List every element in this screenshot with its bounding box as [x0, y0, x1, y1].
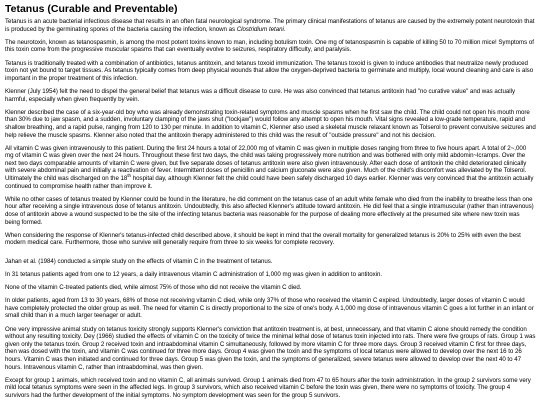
dosing-text-a: All vitamin C was given intravenously to this patient. During the first 24 hours a total of 22,000 mg of vitamin C was given in multiple doses ranging from three to five hours apart. A total of 2~,000 mg of vitamin C was given over the next 24 hours. Throughout these first two days, the child was taking progressively more nutrition and was bothered with only mild abdomin~lcramps. Over the next two days comparable amounts of vitamin C were given, but five separate doses of tetanus antitoxin were also given intravenously. After each dose of antitoxin the child deteriorated clinically with severe abdominal pain and initially a reactivation of fever. Intermittent doses of penicillin and calcium gluconate were also given. Much of the child's discomfort was alleviated by the Tolserol. Ultimately the child was discharged on the 18: [5, 144, 527, 183]
paragraph-none-died: None of the vitamin C-treated patients died, while almost 75% of those who did not receive the vitamin C died.: [5, 283, 302, 291]
paragraph-young-patients: In 31 tetanus patients aged from one to 12 years, a daily intravenous vitamin C administration of 1,000 mg was given in addition to antitoxin.: [5, 270, 383, 278]
paragraph-klenner-belief: Klenner (July 1954) felt the need to dispel the general belief that tetanus was a difficult disease to cure. He was also convinced that tetanus antitoxin had "no curative value" and was actually harmful, especially when given frequently by vein.: [5, 87, 516, 103]
paragraph-animal-study: One very impressive animal study on tetanus toxicity strongly supports Klenner's conviction that antitoxin treatment is, at best, unnecessary, and that vitamin C alone should remedy the condition without any resulting toxicity. Dey (1966) studied the effects of vitamin C on the toxicity of twice the minimal lethal dose of tetanus toxin injected into rats. There were five groups of rats. Group 1 was given only the tetanus toxin. Group 2 received toxin and intraabdominal vitamin C simultaneously, followed by more vitamin C for three more days. Group 3 received vitamin C first for three days, then was dosed with the toxin, and vitamin C was continued for three more days. Group 4 was given the toxin and the symptoms of local tetanus were allowed to develop over the next 16 to 26 hours. Vitamin C was then initiated and continued for three days. Group 5 was given the toxin, and the symptoms of generalized, severe tetanus were allowed to develop over the next 40 to 47 hours. Intravenous vitamin C, rather than intraabdominal, was then given.: [5, 325, 536, 371]
paragraph-treatment: Tetanus is traditionally treated with a combination of antibiotics, tetanus antitoxin, and tetanus toxoid immunization. The tetanus toxoid is given to induce antibodies that neutralize newly produced toxin not yet bound to target tissues. As tetanus typically comes from deep physical wounds that allow the oxygen-deprived bacteria to germinate and multiply, local wound cleaning and care is also important in the proper treatment of this infection.: [5, 59, 534, 82]
species-name: Clostridium tetani: [236, 25, 284, 33]
paragraph-neurotoxin: The neurotoxin, known as tetanospasmin, is among the most potent toxins known to man, including botulism toxin. One mg of tetanospasmin is capable of killing 50 to 70 million mice! Symptoms of this toxin come from the progressive muscular spasms that can eventually evolve to seizures, respiratory difficulty, and paralysis.: [5, 38, 534, 54]
document-title: Tetanus (Curable and Preventable): [5, 3, 178, 15]
dosing-text-b: hospital day, although Klenner felt the child could have been safely discharged 10 days earlier. Klenner was very convinced that the antitoxin actually continued to compromise health rather than improve it.: [5, 175, 534, 190]
ordinal-suffix: th: [127, 173, 132, 179]
paragraph-intro: Tetanus is an acute bacterial infectious disease that results in an often fatal neurological syndrome. The primary clinical manifestations of tetanus are caused by the extremely potent neurotoxin that is produced by the germinating spores of the bacteria causing the infection, known as Clostridium tetani.: [5, 18, 535, 33]
paragraph-adult-case: While no other cases of tetanus treated by Klenner could be found in the literature, he did comment on the tetanus case of an adult white female who died from the inability to breathe less than one hour after receiving a single intravenous dose of tetanus antitoxin. Undoubtedly, this also affected Klenner's attitude toward antitoxin. He did feel that a single intramuscular (rather than intravenous) dose of antitoxin above a wound suspected to be the site of the infecting tetanus bacteria was reasonable for the purpose of dealing more effectively at the presumed site where new toxin was being formed.: [5, 195, 534, 226]
paragraph-results: Except for group 1 animals, which received toxin and no vitamin C, all animals survived. Group 1 animals died from 47 to 65 hours after the toxin administration. In the group 2 survivors some very mild local tetanus symptoms were seen in the affected legs. In group 3 survivors, which also received vitamin C before the toxin was given, there were no symptoms of toxicity. The group 4 survivors had the further development of the initial symptoms. No symptom development was seen for the group 5 survivors.: [5, 376, 531, 399]
paragraph-klenner-case: Klenner described the case of a six-year-old boy who was already demonstrating toxin-related symptoms and muscle spasms when he first saw the child. The child could not open his mouth more than 30% due to jaw spasm, and a sudden, involuntary clamping of the jaws shut ("lockjaw") would follow any attempt to open his mouth. Vital signs revealed a low-grade temperature, rapid and shallow breathing, and a rapid pulse, ranging from 120 to 130 per minute. In addition to vitamin C, Klenner also used a skeletal muscle relaxant known as Tolserol to prevent convulsive seizures and help relieve the muscle spasms. Klenner also noted that the antitoxin therapy administered to this child was the result of "outside pressure" and not his decision.: [5, 108, 536, 139]
paragraph-older-patients: In older patients, aged from 13 to 30 years, 68% of those not receiving vitamin C died, while only 37% of those who received the vitamin C expired. Undoubtedly, larger doses of vitamin C would have completely protected the older group as well. The need for vitamin C is directly proportional to the size of one's body. A 1,000 mg dose of intravenous vitamin C goes a lot further in an infant or small child than in a much larger teenager or adult.: [5, 297, 534, 320]
paragraph-jahan-study: Jahan et al. (1984) conducted a simple study on the effects of vitamin C in the treatment of tetanus.: [5, 257, 273, 265]
paragraph-vitamin-c-dosing: [5, 145, 536, 191]
paragraph-mortality: When considering the response of Klenner's tetanus-infected child described above, it should be kept in mind that the overall mortality for generalized tetanus is 20% to 25% with even the best modern medical care. Furthermore, those who survive will generally require from three to six weeks for complete recovery.: [5, 231, 521, 247]
